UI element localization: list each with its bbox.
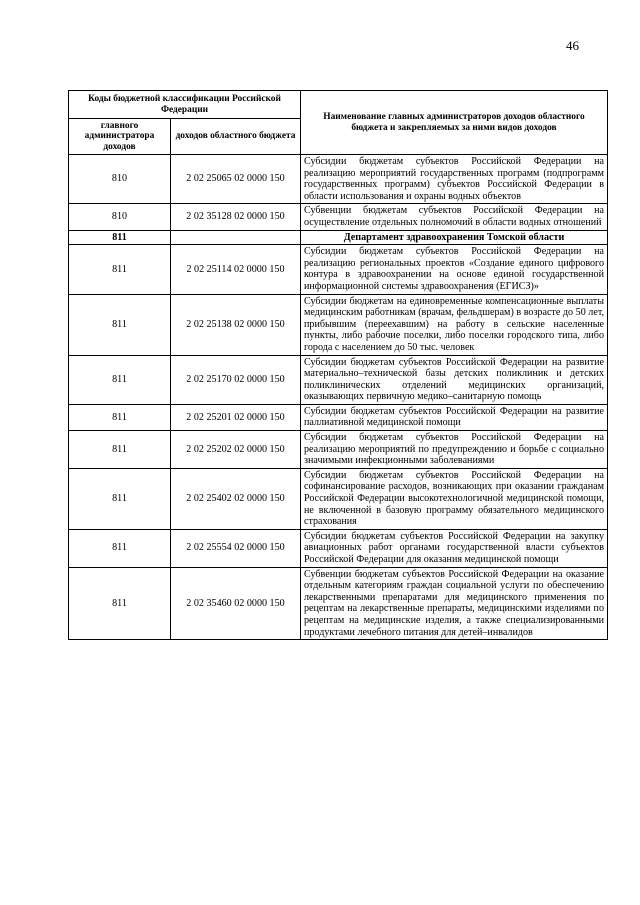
page-number: 46 bbox=[566, 38, 579, 53]
income-code-cell: 2 02 25202 02 0000 150 bbox=[171, 431, 301, 469]
income-name-cell: Субсидии бюджетам субъектов Российской Федерации на реализацию региональных проектов «Создание единого цифрового контура в здравоохранении на основе единой государственной информационной системы здравоохранения (ЕГИСЗ)» bbox=[301, 245, 608, 294]
income-name-cell: Субсидии бюджетам субъектов Российской Федерации на закупку авиационных работ органами государственной власти субъектов Российской Федерации для оказания медицинской помощи bbox=[301, 529, 608, 567]
department-row bbox=[69, 230, 608, 245]
income-name-cell: Субсидии бюджетам субъектов Российской Федерации на развитие материально–технической базы детских поликлиник и детских поликлинических отделений медицинских организаций, оказывающих первичную медико–санитарную помощь bbox=[301, 355, 608, 404]
admin-code-cell: 811 bbox=[69, 529, 171, 567]
admin-code-cell: 811 bbox=[69, 431, 171, 469]
income-code-cell: 2 02 25201 02 0000 150 bbox=[171, 404, 301, 430]
income-code-cell: 2 02 25554 02 0000 150 bbox=[171, 529, 301, 567]
income-code-cell bbox=[171, 230, 301, 245]
income-code-cell: 2 02 35128 02 0000 150 bbox=[171, 204, 301, 230]
header-codes-group: Коды бюджетной классификации Российской Федерации bbox=[69, 91, 301, 119]
admin-code-cell: 810 bbox=[69, 155, 171, 204]
income-code-cell: 2 02 25170 02 0000 150 bbox=[171, 355, 301, 404]
table-row bbox=[69, 204, 608, 230]
income-code-cell: 2 02 25402 02 0000 150 bbox=[171, 468, 301, 529]
admin-code-cell: 811 bbox=[69, 294, 171, 355]
table-row bbox=[69, 529, 608, 567]
table-row bbox=[69, 294, 608, 355]
header-admin-column: главного администратора доходов bbox=[69, 119, 171, 155]
admin-code-cell: 811 bbox=[69, 567, 171, 640]
income-name-cell: Субсидии бюджетам субъектов Российской Федерации на развитие паллиативной медицинской помощи bbox=[301, 404, 608, 430]
income-code-cell: 2 02 25114 02 0000 150 bbox=[171, 245, 301, 294]
income-code-cell: 2 02 25065 02 0000 150 bbox=[171, 155, 301, 204]
table-row bbox=[69, 468, 608, 529]
table-row bbox=[69, 431, 608, 469]
admin-code-cell: 811 bbox=[69, 245, 171, 294]
table-row bbox=[69, 404, 608, 430]
income-name-cell: Субвенции бюджетам субъектов Российской Федерации на оказание отдельным категориям граждан социальной услуги по обеспечению лекарственными препаратами для медицинского применения по рецептам на лекарственные препараты, медицинскими изделиями по рецептам на медицинские изделия, а также специализированными продуктами лечебного питания для детей–инвалидов bbox=[301, 567, 608, 640]
income-name-cell: Субвенции бюджетам субъектов Российской Федерации на осуществление отдельных полномочий в области водных отношений bbox=[301, 204, 608, 230]
header-name-column: Наименование главных администраторов доходов областного бюджета и закрепляемых за ними видов доходов bbox=[301, 91, 608, 155]
admin-code-cell: 811 bbox=[69, 404, 171, 430]
table-row bbox=[69, 155, 608, 204]
table-row bbox=[69, 245, 608, 294]
admin-code-cell: 811 bbox=[69, 355, 171, 404]
income-code-cell: 2 02 25138 02 0000 150 bbox=[171, 294, 301, 355]
income-name-cell: Субсидии бюджетам на единовременные компенсационные выплаты медицинским работникам (врачам, фельдшерам) в возрасте до 50 лет, прибывшим (переехавшим) на работу в сельские населенные пункты, либо рабочие поселки, либо поселки городского типа, либо города с населением до 50 тыс. человек bbox=[301, 294, 608, 355]
budget-classification-table bbox=[68, 90, 608, 640]
header-income-column: доходов областного бюджета bbox=[171, 119, 301, 155]
admin-code-cell: 811 bbox=[69, 230, 171, 245]
department-name-cell: Департамент здравоохранения Томской области bbox=[301, 230, 608, 245]
table-row bbox=[69, 355, 608, 404]
income-code-cell: 2 02 35460 02 0000 150 bbox=[171, 567, 301, 640]
table-row bbox=[69, 567, 608, 640]
income-name-cell: Субсидии бюджетам субъектов Российской Федерации на реализацию мероприятий по предупреждению и борьбе с социально значимыми инфекционными заболеваниями bbox=[301, 431, 608, 469]
income-name-cell: Субсидии бюджетам субъектов Российской Федерации на реализацию мероприятий государственных программ (подпрограмм государственных программ) субъектов Российской Федерации в области использования и охраны водных объектов bbox=[301, 155, 608, 204]
admin-code-cell: 811 bbox=[69, 468, 171, 529]
income-name-cell: Субсидии бюджетам субъектов Российской Федерации на софинансирование расходов, возникающих при оказании гражданам Российской Федерации высокотехнологичной медицинской помощи, не включенной в базовую программу обязательного медицинского страхования bbox=[301, 468, 608, 529]
admin-code-cell: 810 bbox=[69, 204, 171, 230]
